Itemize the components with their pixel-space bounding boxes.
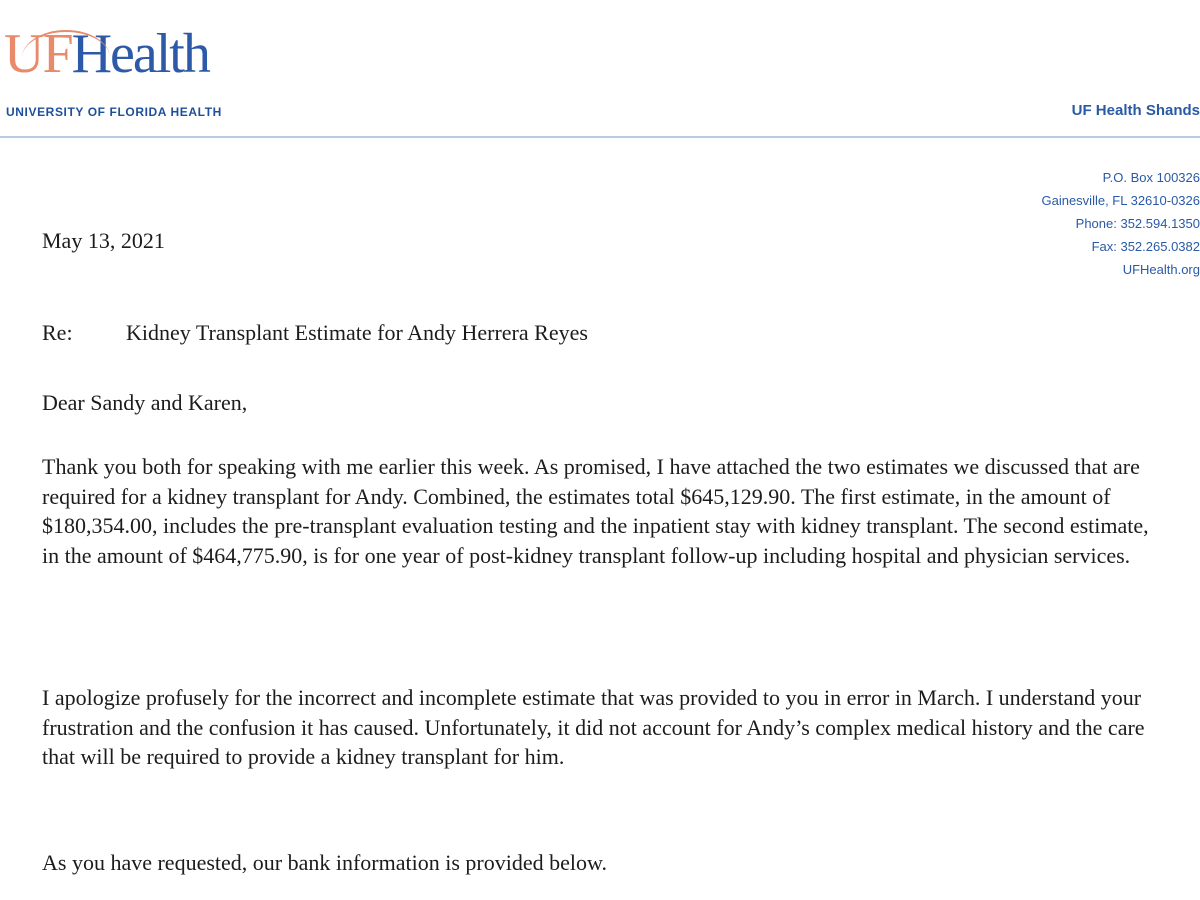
subject-label: Re:	[42, 320, 73, 345]
address-website: UFHealth.org	[1122, 262, 1200, 277]
address-po-box: P.O. Box 100326	[1102, 170, 1200, 185]
logo-health-text: Health	[71, 23, 209, 85]
logo-subtitle: UNIVERSITY OF FLORIDA HEALTH	[6, 105, 222, 119]
body-paragraph-estimates: Thank you both for speaking with me earlier this week. As promised, I have attached the two estimates we discussed that are required for a kidney transplant for Andy. Combined, the estimates total $645,129.90. The first estimate, in the amount of $180,354.00, includes the pre-transplant evaluation testing and the inpatient stay with kidney transplant. The second estimate, in the amount of $464,775.90, is for one year of post-kidney transplant follow-up including hospital and physician services.	[42, 454, 1149, 568]
address-city: Gainesville, FL 32610-0326	[1041, 193, 1200, 208]
salutation: Dear Sandy and Karen,	[42, 390, 248, 415]
subject-text: Kidney Transplant Estimate for Andy Herrera Reyes	[126, 320, 588, 345]
letter-date: May 13, 2021	[42, 228, 165, 253]
logo-uf-text: UF	[4, 23, 72, 85]
body-paragraph-bank-info: As you have requested, our bank information is provided below.	[42, 850, 607, 875]
address-block	[1041, 166, 1200, 281]
subject-line	[42, 320, 588, 346]
body-paragraph-apology: I apologize profusely for the incorrect and incomplete estimate that was provided to you in error in March. I understand your frustration and the confusion it has caused. Unfortunately, it did not account for Andy’s complex medical history and the care that will be required to provide a kidney transplant for him.	[42, 685, 1145, 770]
address-phone: Phone: 352.594.1350	[1075, 216, 1200, 231]
uf-health-logo	[4, 23, 209, 85]
header-divider	[0, 136, 1200, 138]
brand-name: UF Health Shands	[1071, 102, 1200, 119]
address-fax: Fax: 352.265.0382	[1091, 239, 1200, 254]
